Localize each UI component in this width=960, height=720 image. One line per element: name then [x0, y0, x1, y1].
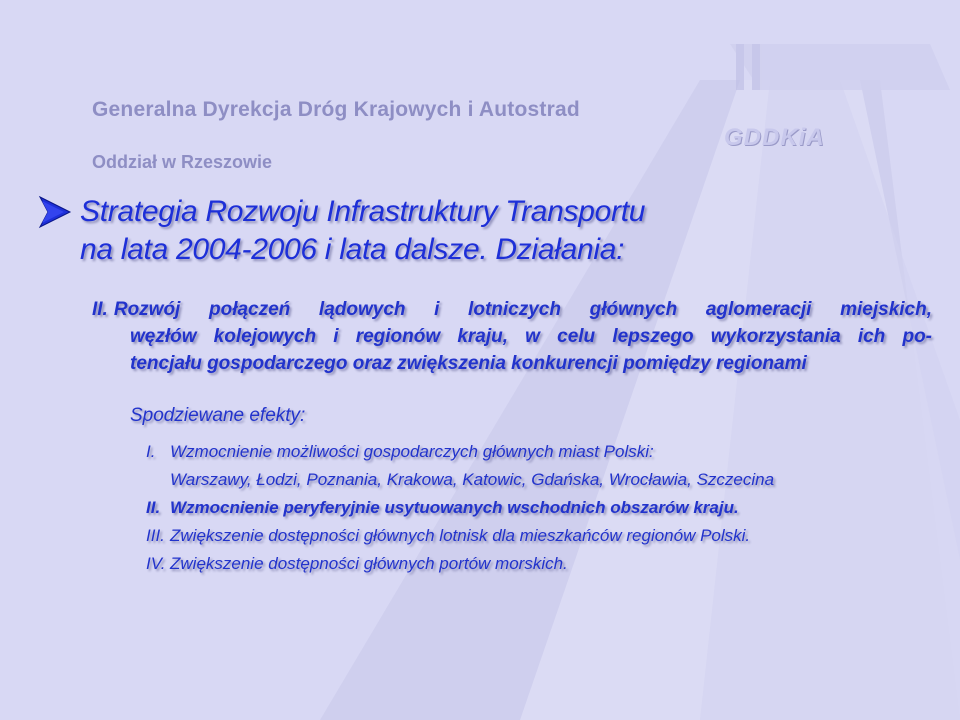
effect-text-1: Wzmocnienie możliwości gospodarczych głównych miast Polski:	[170, 442, 654, 461]
effect-number-3: III.	[146, 526, 165, 545]
section-line-2: węzłów kolejowych i regionów kraju, w celu lepszego wykorzystania ich po-	[130, 326, 932, 347]
branch-name: Oddział w Rzeszowie	[92, 152, 273, 172]
effect-item-2	[146, 494, 774, 522]
effects-heading: Spodziewane efekty:	[130, 405, 306, 426]
section-text-1: Rozwój połączeń lądowych i lotniczych głównych aglomeracji miejskich,	[113, 299, 932, 320]
section-line-1	[92, 296, 932, 323]
section-number: II.	[92, 299, 108, 320]
effect-text-4: Zwiększenie dostępności głównych portów morskich.	[170, 554, 568, 573]
effect-item-4	[146, 550, 774, 578]
effect-text-3: Zwiększenie dostępności głównych lotnisk dla mieszkańców regionów Polski.	[170, 526, 751, 545]
effect-item-3	[146, 522, 774, 550]
section-paragraph	[92, 296, 932, 377]
effect-number-2: II.	[146, 498, 161, 517]
title-line-2: na lata 2004-2006 i lata dalsze. Działania:	[80, 233, 625, 266]
title-line-1: Strategia Rozwoju Infrastruktury Transportu	[80, 195, 646, 228]
section-line-3: tencjału gospodarczego oraz zwiększenia konkurencji pomiędzy regionami	[130, 353, 807, 374]
effect-number-1: I.	[146, 442, 156, 461]
effects-list	[146, 438, 774, 578]
organization-name: Generalna Dyrekcja Dróg Krajowych i Autostrad	[92, 98, 580, 121]
page-title	[80, 193, 645, 269]
effect-number-4: IV.	[146, 554, 166, 573]
gddkia-logo: GDDKiA	[724, 124, 825, 151]
effect-continuation-1: Warszawy, Łodzi, Poznania, Krakowa, Katowic, Gdańska, Wrocławia, Szczecina	[170, 470, 775, 489]
arrow-bullet-icon	[36, 195, 76, 229]
effect-item-1	[146, 438, 774, 466]
effect-text-2: Wzmocnienie peryferyjnie usytuowanych wschodnich obszarów kraju.	[170, 498, 739, 517]
